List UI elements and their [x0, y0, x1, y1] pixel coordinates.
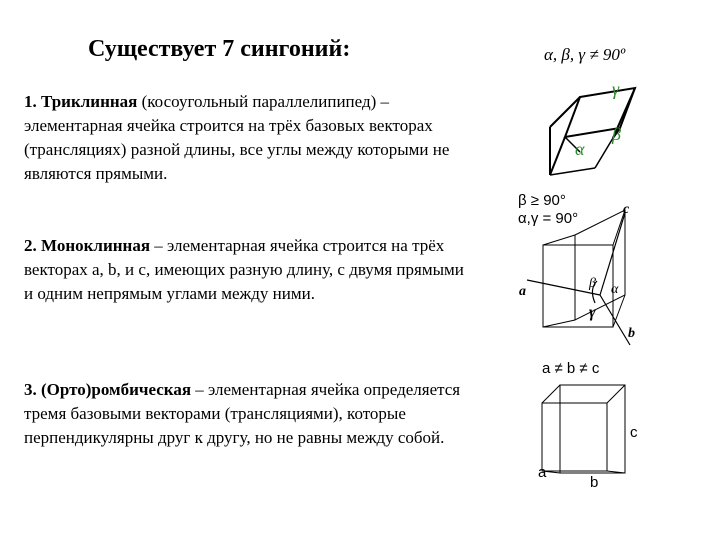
orthorhombic-text: – элементарная ячейка определяется тремя базовыми векторами (трансляциями), которые перпендикулярны друг к другу, но не равны между собой. [24, 380, 461, 447]
monoclinic-a-label: a [519, 284, 526, 299]
orthorhombic-paragraph [24, 378, 464, 450]
triclinic-figure [520, 40, 690, 180]
triclinic-paragraph [24, 90, 464, 186]
orthorhombic-heading: 3. (Орто)ромбическая [24, 380, 192, 399]
orthorhombic-cell [542, 385, 625, 473]
orthorhombic-condition: a ≠ b ≠ c [542, 360, 600, 377]
monoclinic-cell [543, 210, 625, 327]
monoclinic-beta-label: β [589, 276, 596, 291]
orthorhombic-a-label: a [538, 464, 547, 481]
triclinic-text: (косоугольный параллелипипед) – элементарная ячейка строится на трёх базовых векторах (трансляциях) разной длины, все углы между которыми не являются прямыми. [24, 92, 450, 183]
slide-title: Существует 7 сингоний: [88, 36, 351, 62]
triclinic-condition: α, β, γ ≠ 90º [544, 45, 626, 64]
orthorhombic-c-label: c [630, 424, 638, 441]
orthorhombic-b-label: b [590, 474, 599, 491]
orthorhombic-figure [530, 355, 680, 495]
monoclinic-condition-beta: β ≥ 90° [518, 192, 566, 209]
monoclinic-heading: 2. Моноклинная [24, 236, 151, 255]
triclinic-cell [550, 88, 635, 175]
triclinic-beta: β [612, 124, 621, 144]
triclinic-heading: 1. Триклинная [24, 92, 138, 111]
triclinic-gamma: γ [612, 79, 620, 99]
monoclinic-condition-alpha-gamma: α,γ = 90° [518, 210, 579, 227]
triclinic-alpha: α [575, 139, 585, 159]
monoclinic-figure [515, 185, 690, 355]
monoclinic-b-label: b [628, 326, 635, 341]
monoclinic-alpha-label: α [611, 282, 619, 297]
monoclinic-gamma-label: γ [589, 304, 596, 321]
monoclinic-paragraph [24, 234, 464, 306]
monoclinic-text: – элементарная ячейка строится на трёх векторах a, b, и с, имеющих разную длину, с двумя прямыми и одним непрямым углами между ними. [24, 236, 464, 303]
monoclinic-c-label: c [623, 202, 630, 217]
